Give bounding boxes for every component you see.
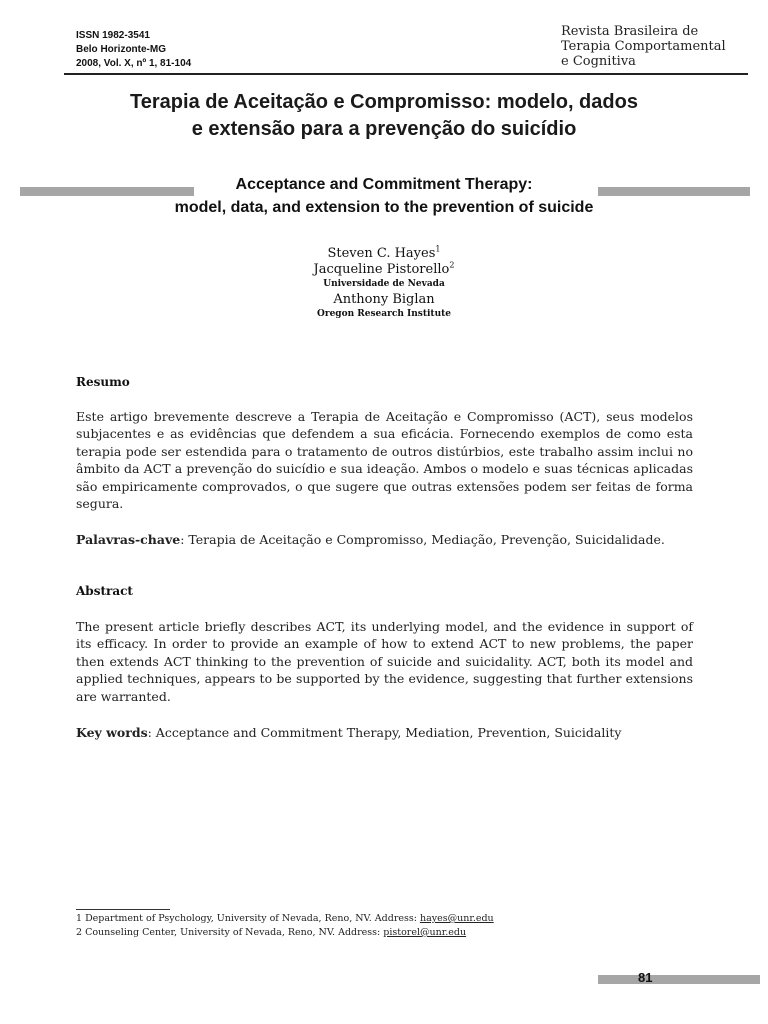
affiliation-oregon: Oregon Research Institute	[317, 309, 451, 319]
footnote-2	[76, 926, 466, 939]
title-pt-line-1: Terapia de Aceitação e Compromisso: modelo, dados	[130, 91, 638, 113]
palavras-chave-label: Palavras-chave	[76, 532, 181, 547]
article-title-portuguese	[40, 89, 728, 143]
abstract-text: The present article briefly describes ACT, its underlying model, and the evidence in support of its efficacy. In order to provide an example of how to extend ACT to new problems, the paper then extends ACT thinking to the prevention of suicide and suicidality. ACT, both its model and applied techniques, appears to be supported by the evidence, suggesting that further extensions are warranted.	[76, 619, 693, 704]
author-biglan: Anthony Biglan	[333, 292, 435, 307]
author-pistorello-name: Jacqueline Pistorello	[313, 262, 450, 277]
journal-name-line-3: e Cognitiva	[561, 54, 636, 69]
footnote-1-text: Department of Psychology, University of Nevada, Reno, NV. Address:	[82, 913, 420, 924]
author-pistorello-footnote-mark: 2	[449, 260, 455, 270]
footnote-2-email-link[interactable]: pistorel@unr.edu	[383, 927, 467, 938]
author-hayes-name: Steven C. Hayes	[327, 246, 436, 261]
footnote-divider	[76, 909, 170, 910]
abstract-keywords	[76, 724, 716, 741]
journal-name	[561, 24, 726, 69]
key-words-label: Key words	[76, 725, 148, 740]
affiliation-nevada: Universidade de Nevada	[323, 279, 445, 289]
key-words-values: : Acceptance and Commitment Therapy, Mediation, Prevention, Suicidality	[147, 725, 622, 740]
volume-text: 2008, Vol. X, nº 1, 81-104	[76, 58, 192, 69]
palavras-chave-values: : Terapia de Aceitação e Compromisso, Mediação, Prevenção, Suicidalidade.	[180, 532, 665, 547]
journal-name-line-1: Revista Brasileira de	[561, 24, 699, 39]
journal-name-line-2: Terapia Comportamental	[561, 39, 726, 54]
resumo-keywords	[76, 531, 716, 548]
article-title-english	[140, 173, 628, 219]
title-en-line-2: model, data, and extension to the prevention of suicide	[174, 199, 594, 216]
resumo-text: Este artigo brevemente descreve a Terapia de Aceitação e Compromisso (ACT), seus modelos subjacentes e as evidências que defendem a sua eficácia. Fornecendo exemplos de como esta terapia pode ser estendida para o tratamento de outros distúrbios, este trabalho assim inclui no âmbito da ACT a prevenção do suicídio e sua ideação. Ambos o modelo e suas técnicas aplicadas são empiricamente comprovados, o que sugere que outras extensões podem ser feitas de forma segura.	[76, 409, 693, 512]
abstract-heading: Abstract	[76, 584, 133, 598]
author-hayes	[234, 246, 534, 262]
city-text: Belo Horizonte-MG	[76, 44, 166, 55]
footnote-1-email-link[interactable]: hayes@unr.edu	[419, 913, 494, 924]
footnote-2-text: Counseling Center, University of Nevada, Reno, NV. Address:	[82, 927, 384, 938]
footnote-2-number: 2	[76, 927, 83, 938]
author-block	[234, 246, 534, 320]
issn-text: ISSN 1982-3541	[76, 30, 150, 41]
header-divider	[64, 73, 748, 75]
title-pt-line-2: e extensão para a prevenção do suicídio	[191, 118, 577, 140]
title-en-line-1: Acceptance and Commitment Therapy:	[235, 176, 533, 193]
journal-issn-block	[76, 29, 191, 71]
footnote-1-number: 1	[76, 913, 83, 924]
author-pistorello	[234, 262, 534, 278]
resumo-heading: Resumo	[76, 375, 130, 389]
page-number: 81	[638, 970, 653, 985]
footnote-1	[76, 912, 494, 925]
author-hayes-footnote-mark: 1	[435, 244, 441, 254]
page-number-bar	[598, 975, 760, 984]
